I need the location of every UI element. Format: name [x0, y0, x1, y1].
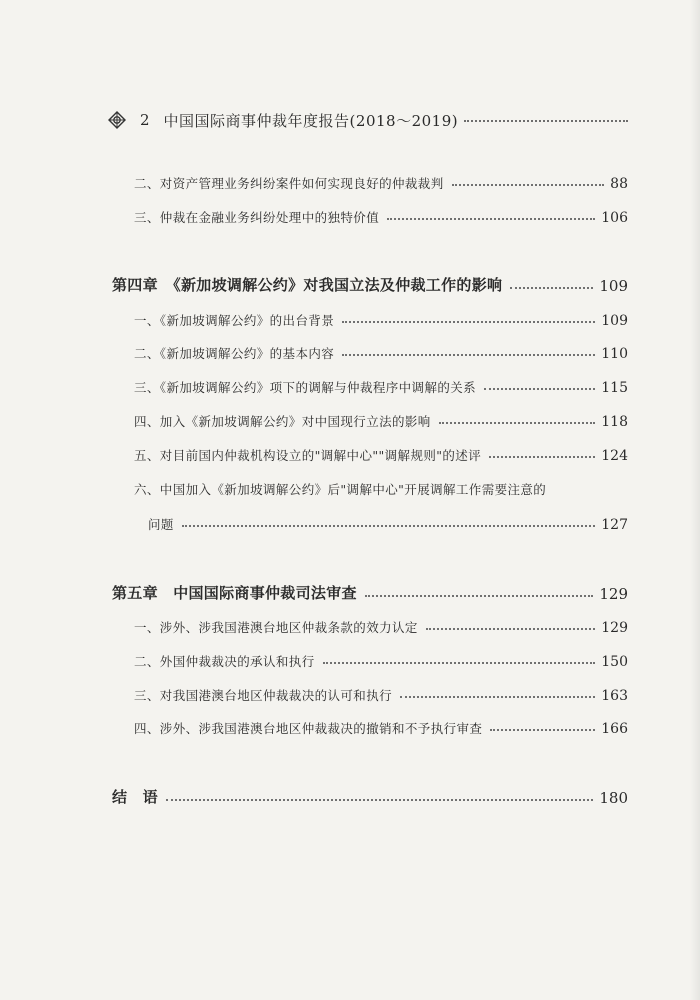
leader-dots [365, 595, 594, 597]
toc-chapter-title: 第四章 《新加坡调解公约》对我国立法及仲裁工作的影响 [112, 276, 503, 294]
toc-entry[interactable] [134, 340, 628, 362]
leader-dots [490, 729, 595, 731]
toc-entry-title: 三、对我国港澳台地区仲裁裁决的认可和执行 [134, 688, 393, 703]
toc-entry[interactable] [134, 442, 628, 464]
toc-entry-title: 三、《新加坡调解公约》项下的调解与仲裁程序中调解的关系 [134, 380, 477, 395]
toc-entry-title: 二、《新加坡调解公约》的基本内容 [134, 346, 335, 361]
toc-entry-page: 127 [601, 517, 628, 533]
toc-entry-page: 129 [601, 620, 628, 636]
leader-dots [323, 662, 596, 664]
toc-entry-title: 三、仲裁在金融业务纠纷处理中的独特价值 [134, 210, 380, 225]
toc-entry[interactable] [134, 614, 628, 636]
toc-entry-page: 106 [601, 210, 628, 226]
toc-entry-page: 118 [601, 414, 628, 430]
toc-entry-title: 问题 [148, 517, 174, 532]
running-header [108, 109, 628, 131]
toc-chapter-title: 结 语 [112, 788, 158, 806]
toc-entry-title: 一、涉外、涉我国港澳台地区仲裁条款的效力认定 [134, 620, 418, 635]
toc-entry-title: 一、《新加坡调解公约》的出台背景 [134, 313, 335, 328]
leader-dots [387, 218, 595, 220]
toc-entry-title: 四、加入《新加坡调解公约》对中国现行立法的影响 [134, 414, 431, 429]
header-leader-dots [464, 120, 628, 122]
toc-entry-page: 88 [610, 176, 628, 192]
header-page-number: 2 [140, 111, 150, 129]
leader-dots [452, 184, 605, 186]
leader-dots [484, 388, 595, 390]
toc-chapter-title: 第五章 中国国际商事仲裁司法审查 [112, 584, 357, 602]
toc-entry-title: 四、涉外、涉我国港澳台地区仲裁裁决的撤销和不予执行审查 [134, 721, 483, 736]
leader-dots [489, 456, 595, 458]
leader-dots [510, 287, 593, 289]
toc-entry-title: 二、外国仲裁裁决的承认和执行 [134, 654, 315, 669]
toc-chapter-page: 129 [599, 585, 628, 603]
toc-chapter-page: 109 [599, 277, 628, 295]
diamond-ornament-icon [108, 111, 126, 129]
toc-entry-page: 163 [601, 688, 628, 704]
leader-dots [342, 354, 595, 356]
toc-chapter-5[interactable] [112, 581, 628, 603]
leader-dots [400, 696, 595, 698]
toc-conclusion[interactable] [112, 785, 628, 807]
toc-entry[interactable] [134, 170, 628, 192]
toc-entry[interactable] [134, 408, 628, 430]
toc-entry-title: 五、对目前国内仲裁机构设立的"调解中心""调解规则"的述评 [134, 448, 482, 463]
toc-entry[interactable] [134, 715, 628, 737]
toc-entry-page: 115 [601, 380, 628, 396]
toc-entry[interactable] [134, 204, 628, 226]
toc-chapter-page: 180 [599, 789, 628, 807]
toc-entry[interactable] [148, 511, 628, 533]
toc-entry-page: 150 [601, 654, 628, 670]
leader-dots [426, 628, 595, 630]
page-edge-shadow [690, 0, 700, 1000]
toc-entry[interactable] [134, 374, 628, 396]
toc-entry-title-line1[interactable]: 六、中国加入《新加坡调解公约》后"调解中心"开展调解工作需要注意的 [134, 482, 547, 497]
header-book-title: 中国国际商事仲裁年度报告(2018～2019) [163, 111, 459, 130]
toc-entry-page: 110 [601, 346, 628, 362]
leader-dots [166, 799, 593, 801]
toc-entry[interactable] [134, 648, 628, 670]
toc-chapter-4[interactable] [112, 273, 628, 295]
toc-entry-page: 124 [601, 448, 628, 464]
toc-entry[interactable] [134, 307, 628, 329]
leader-dots [439, 422, 596, 424]
toc-entry[interactable] [134, 682, 628, 704]
leader-dots [182, 525, 595, 527]
leader-dots [342, 321, 595, 323]
toc-entry-page: 166 [601, 721, 628, 737]
toc-entry-title: 二、对资产管理业务纠纷案件如何实现良好的仲裁裁判 [134, 176, 444, 191]
toc-entry-page: 109 [601, 313, 628, 329]
